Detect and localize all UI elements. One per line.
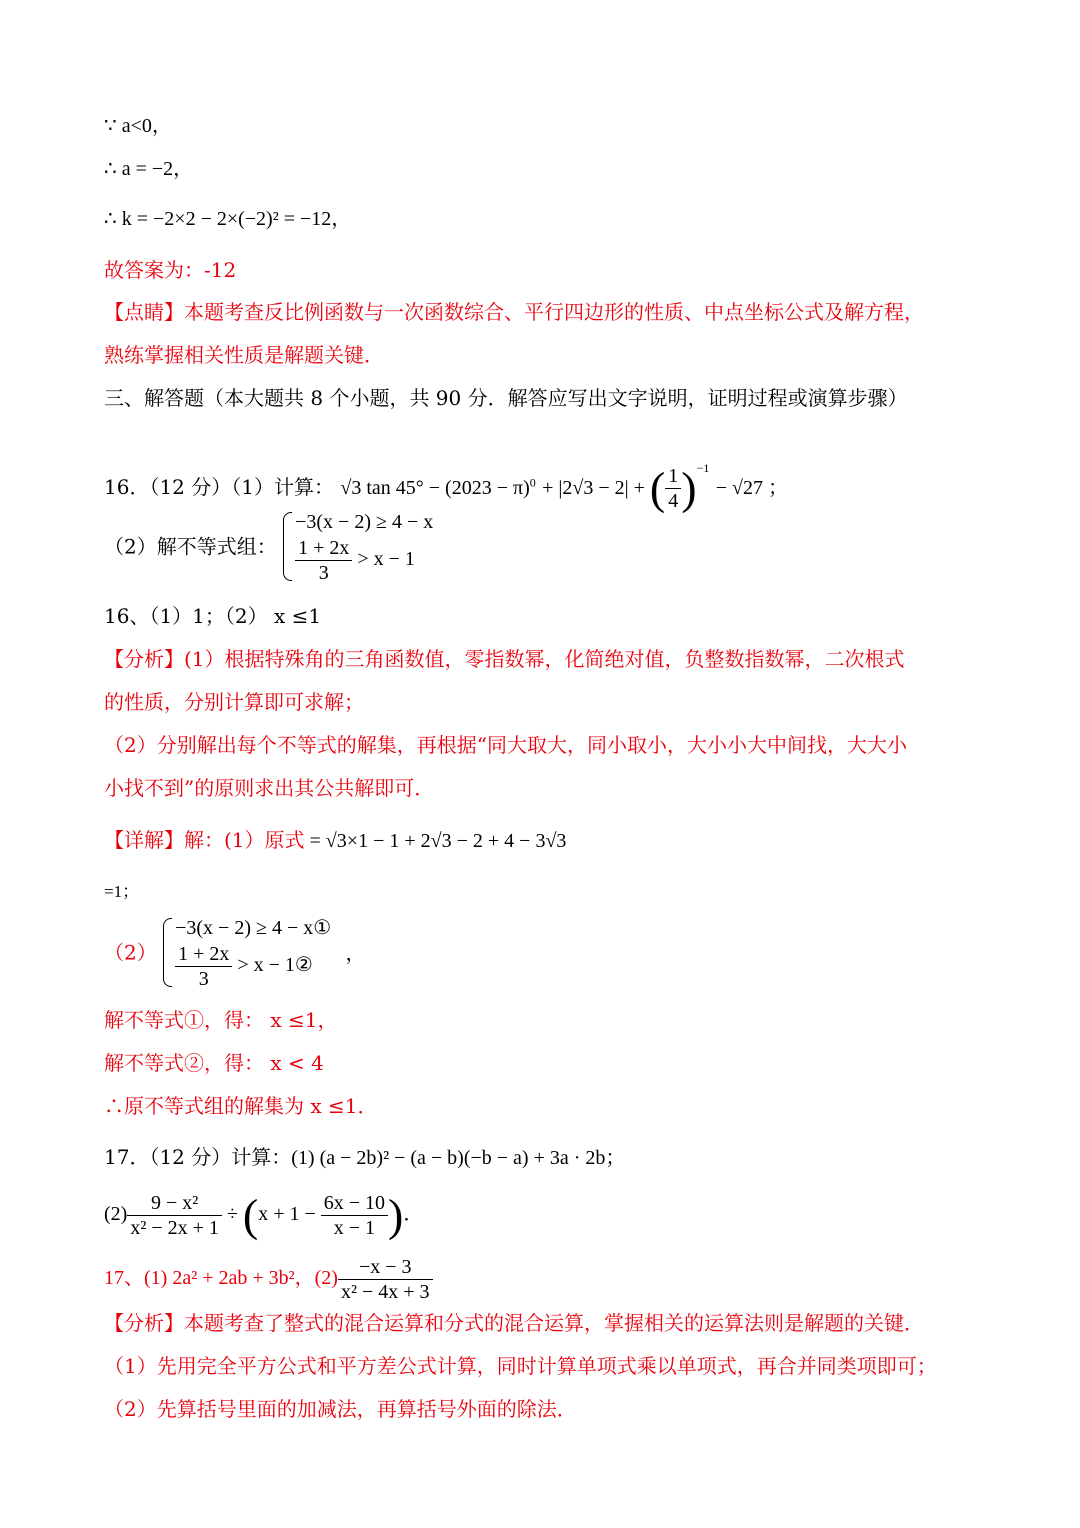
- q17-answer-den: x² − 4x + 3: [340, 1280, 430, 1303]
- q16-sys-num: 1 + 2x: [295, 536, 352, 561]
- q16-result-eq: =1；: [104, 882, 140, 901]
- q17-answer: [104, 1250, 433, 1306]
- q16-part1: [104, 444, 788, 513]
- q16-step-2: 解不等式②，得： x < 4: [104, 1051, 324, 1075]
- q16-detail-line: [104, 826, 566, 855]
- q16-2-label: （2）解不等式组：: [104, 534, 277, 559]
- result-a: ∴ a = −2，: [104, 158, 194, 180]
- q16-sol-row1: −3(x − 2) ≥ 4 − x①: [175, 917, 332, 939]
- q16-frac-num: 1: [665, 464, 681, 489]
- q16-sys-den: 3: [318, 562, 329, 584]
- q16-detail-label: 【详解】解：(1）原式: [104, 828, 305, 852]
- q17-fraction-1: [127, 1191, 222, 1240]
- q17-answer-pre: 17、(1) 2a² + 2ab + 3b²，(2): [104, 1267, 338, 1289]
- q16-fraction: [665, 464, 681, 513]
- q16-analysis-1: 【分析】(1）根据特殊角的三角函数值，零指数幂，化简绝对值，负整数指数幂，二次根式: [104, 647, 905, 671]
- q16-sol-comma: ，: [345, 940, 366, 965]
- q17-right-paren: ): [388, 1189, 404, 1241]
- q17-analysis-2: （1）先用完全平方公式和平方差公式计算，同时计算单项式乘以单项式，再合并同类项即可；: [104, 1354, 937, 1378]
- q17-analysis-3: （2）先算括号里面的加减法，再算括号外面的除法．: [104, 1397, 577, 1421]
- q16-step-1: 解不等式①，得： x ≤1，: [104, 1008, 338, 1032]
- q17-paren-in: x + 1 −: [258, 1203, 321, 1225]
- q17-div: ÷: [221, 1203, 243, 1225]
- q17-analysis-1: 【分析】本题考查了整式的混合运算和分式的混合运算，掌握相关的运算法则是解题的关键．: [104, 1311, 924, 1335]
- q17-answer-num: −x − 3: [338, 1255, 433, 1280]
- q17-answer-fraction: [338, 1255, 433, 1304]
- condition-a-negative: ∵ a<0，: [104, 115, 172, 137]
- q16-inequality-system: [283, 508, 433, 585]
- q16-analysis-2: 的性质，分别计算即可求解；: [104, 690, 364, 714]
- q16-sol-num: 1 + 2x: [175, 942, 232, 967]
- q17-end: ．: [403, 1203, 424, 1225]
- q16-sys-row1: −3(x − 2) ≥ 4 − x: [295, 511, 434, 533]
- comment-line-1: 【点睛】本题考查反比例函数与一次函数综合、平行四边形的性质、中点坐标公式及解方程，: [104, 300, 924, 324]
- q16-expr-d: − √27 ；: [715, 477, 788, 499]
- q16-label: 16．（12 分）（1）计算：: [104, 475, 334, 499]
- q16-sol-fraction: [175, 942, 232, 991]
- q17-frac2-num: 6x − 10: [321, 1191, 388, 1216]
- q16-2-sol-label: （2）: [104, 940, 157, 965]
- q16-sys-rest: > x − 1: [352, 548, 415, 571]
- left-paren: (: [649, 462, 666, 514]
- q16-frac-den: 4: [668, 490, 679, 512]
- result-k: ∴ k = −2×2 − 2×(−2)² = −12，: [104, 208, 352, 230]
- q16-detail-expr: = √3×1 − 1 + 2√3 − 2 + 4 − 3√3: [304, 830, 567, 852]
- q17-part1: [104, 1143, 625, 1172]
- comment-line-2: 熟练掌握相关性质是解题关键．: [104, 343, 384, 367]
- q17-2-pre: (2): [104, 1203, 128, 1225]
- q16-sol-system: [163, 914, 331, 991]
- q16-expr-b: + |2√3 − 2| +: [542, 477, 650, 499]
- q17-frac1-den: x² − 2x + 1: [130, 1216, 219, 1239]
- q17-left-paren: (: [242, 1189, 259, 1241]
- q16-sol-den: 3: [198, 968, 209, 990]
- q17-fraction-2: [321, 1191, 388, 1240]
- q16-step-3: ∴原不等式组的解集为 x ≤1．: [104, 1094, 378, 1118]
- q16-expr-c-sup: −1: [696, 461, 710, 475]
- q17-part2: [104, 1186, 423, 1243]
- right-paren: ): [681, 462, 697, 514]
- q16-analysis-3: （2）分别解出每个不等式的解集，再根据“同大取大，同小取小，大小小大中间找，大大小: [104, 733, 907, 757]
- q16-sys-fraction: [295, 536, 352, 585]
- answer-line: 故答案为：-12: [104, 258, 237, 282]
- q16-analysis-4: 小找不到”的原则求出其公共解即可．: [104, 776, 435, 800]
- q17-frac2-den: x − 1: [333, 1216, 376, 1239]
- q16-expr-a-sup: 0: [529, 475, 536, 490]
- q16-answer: 16、（1）1；（2） x ≤1: [104, 604, 322, 628]
- q16-expr-a: √3 tan 45° − (2023 − π): [340, 477, 530, 499]
- section-heading: 三、解答题（本大题共 8 个小题，共 90 分．解答应写出文字说明，证明过程或演算步骤）: [104, 386, 908, 410]
- q16-part2-solution: [104, 914, 366, 991]
- q16-sol-rest: > x − 1②: [232, 954, 313, 977]
- q17-label: 17．（12 分）计算：: [104, 1145, 292, 1169]
- q16-part2: [104, 508, 433, 585]
- q17-frac1-num: 9 − x²: [127, 1191, 222, 1216]
- q17-expr1: (1) (a − 2b)² − (a − b)(−b − a) + 3a · 2b；: [291, 1147, 626, 1169]
